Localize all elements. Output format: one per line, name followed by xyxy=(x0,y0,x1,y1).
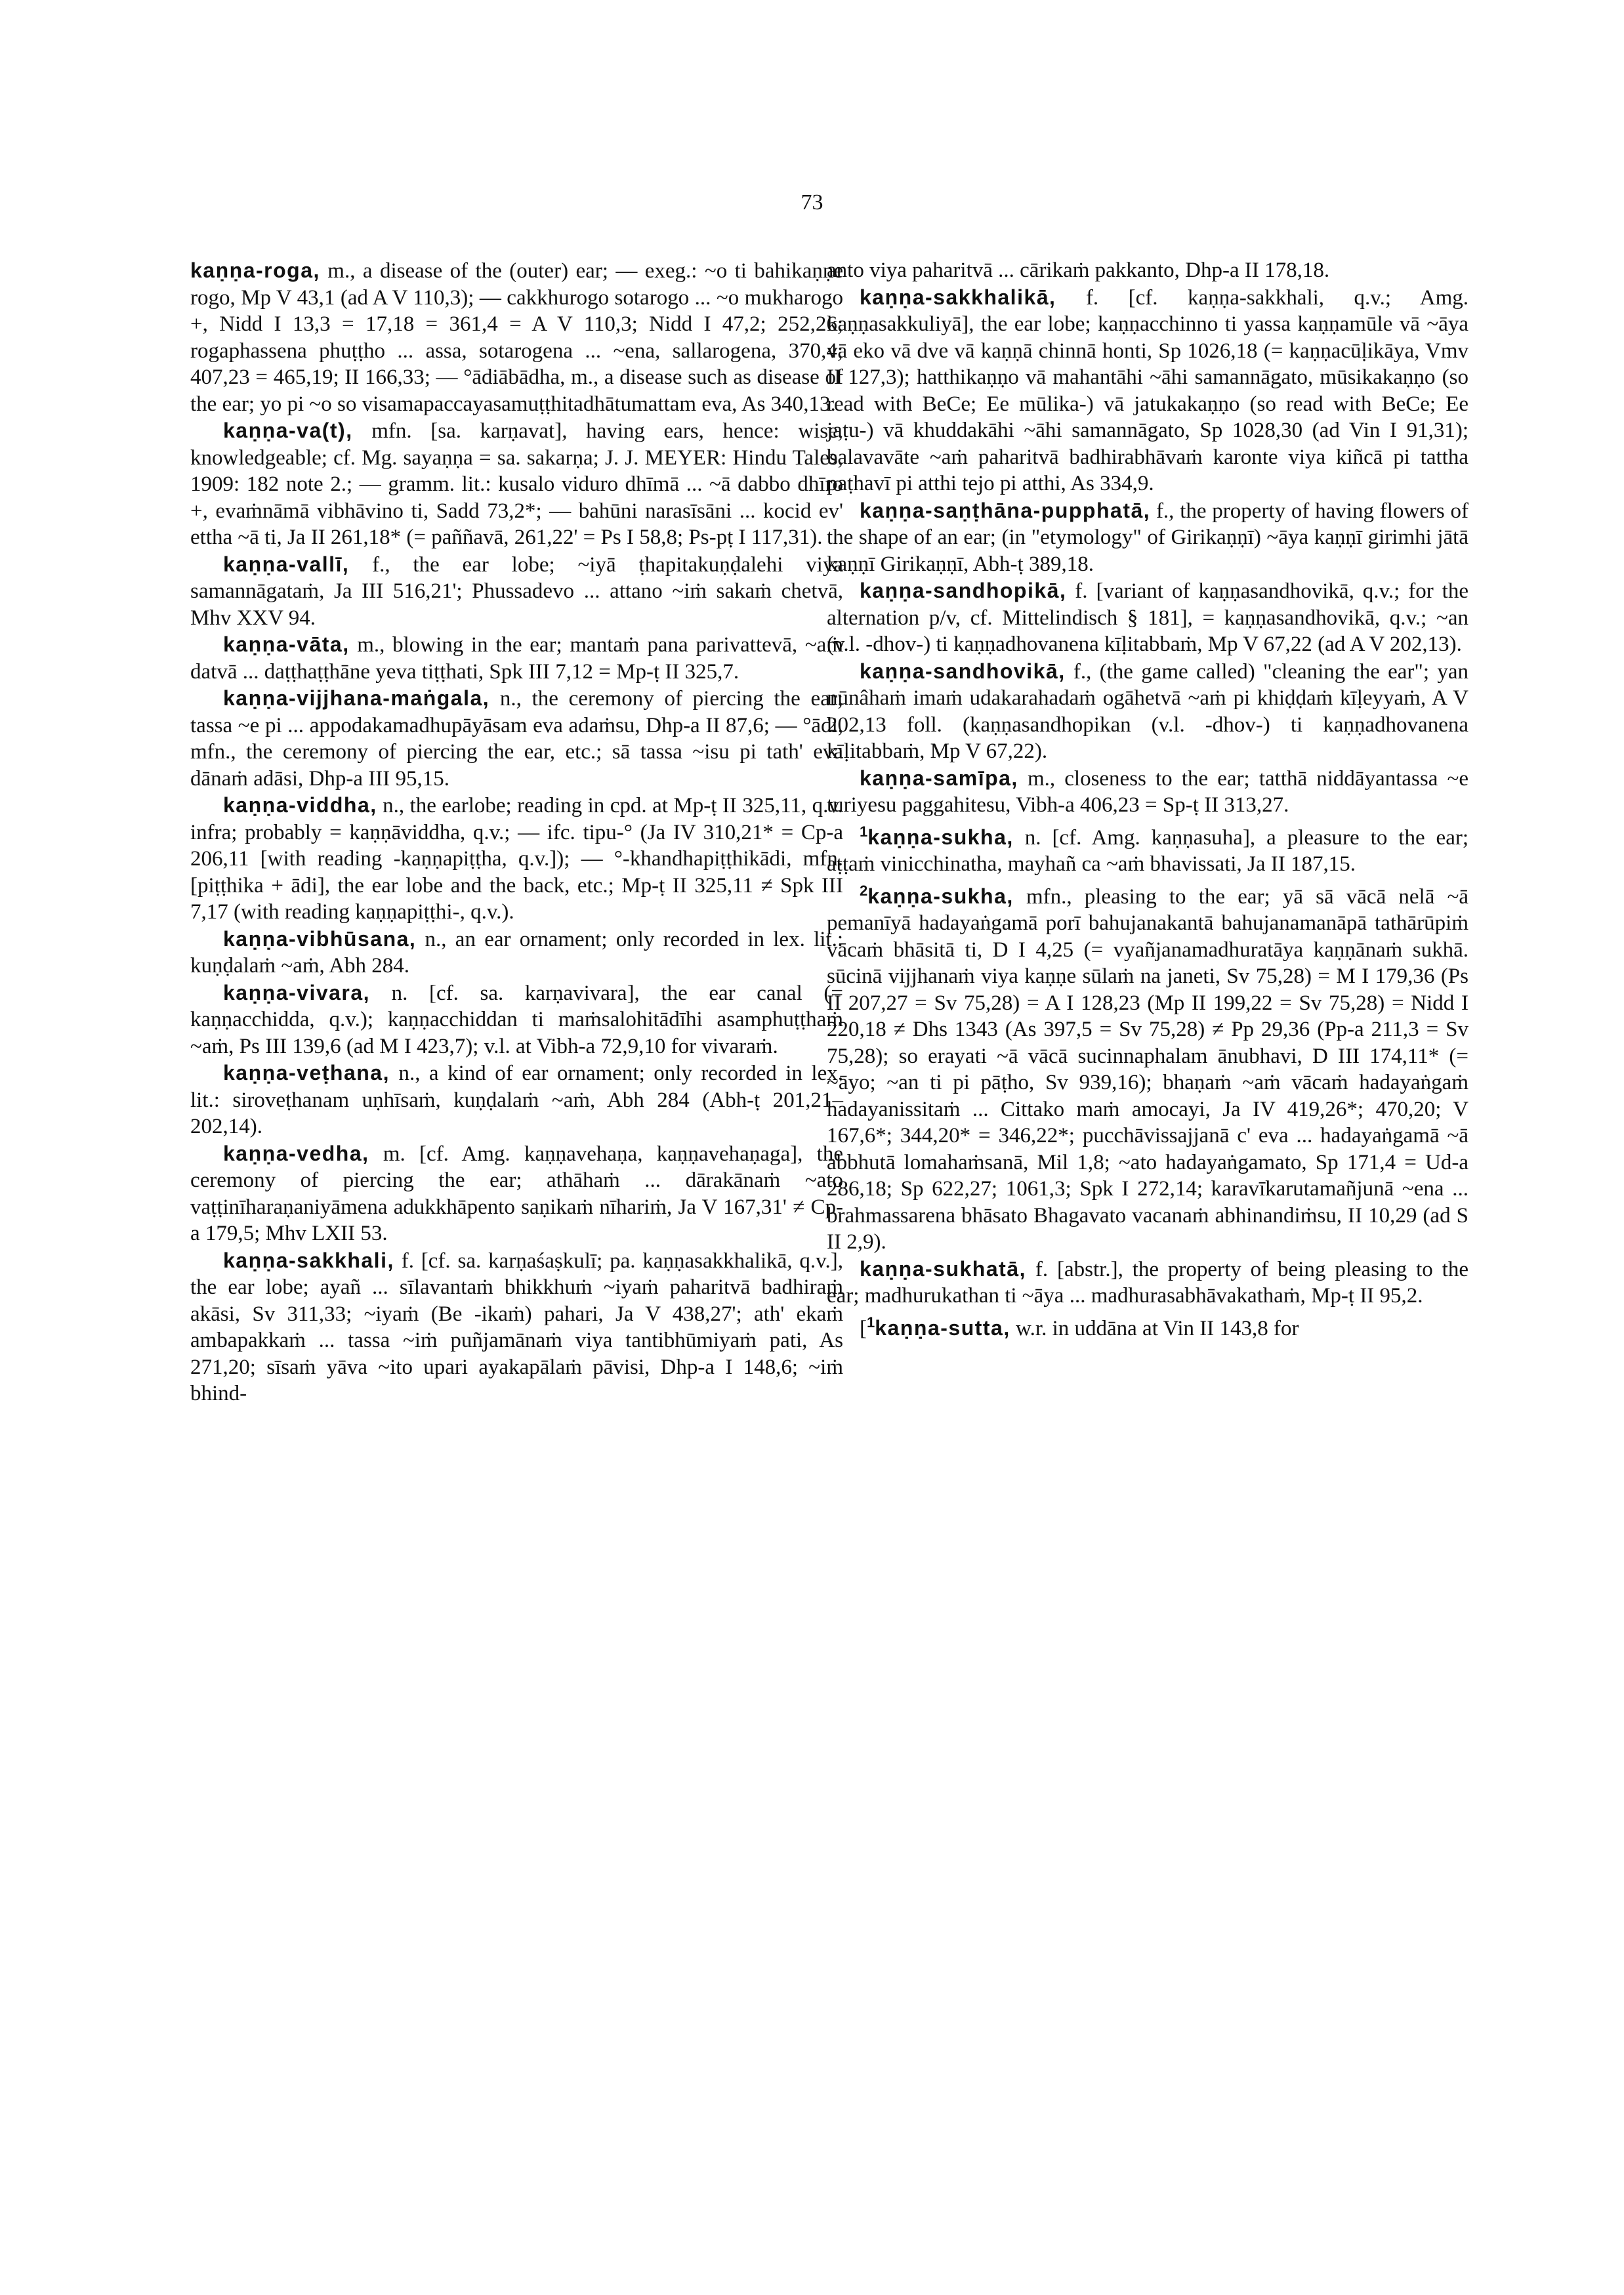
headword: kaṇṇa-va(t), xyxy=(223,419,353,442)
dictionary-entry xyxy=(827,257,1468,284)
entry-definition: anto viya paharitvā ... cārikaṁ pakkanto, Dhp-a II 178,18. xyxy=(827,258,1330,282)
entry-definition: mfn. [sa. karṇavat], having ears, hence: wise, knowledgeable; cf. Mg. sayaṇṇa = sa. sakarṇa; J. J. MEYER: Hindu Tales, 1909: 182 note 2.; — gramm. lit.: kusalo viduro dhīmā ... ~ā dabbo dhīro +, evaṁnāmā vibhāvino ti, Sadd 73,2*; — bahūni narasīsāni ... kocid ev' ettha ~ā ti, Ja II 261,18* (= paññavā, 261,22' = Ps I 58,8; Ps-pṭ I 117,31). xyxy=(190,419,844,549)
headword: kaṇṇa-vedha, xyxy=(223,1141,369,1165)
entry-definition: f. [cf. kaṇṇa-sakkhali, q.v.; Amg. kaṇṇasakkuliyā], the ear lobe; kaṇṇacchinno ti yassa kaṇṇamūle vā ~āya vā eko vā dve vā kaṇṇā chinnā honti, Sp 1026,18 (= kaṇṇacūḷikāya, Vmv II 127,3); hatthikaṇṇo vā mahantāhi ~āhi samannāgato, mūsikakaṇṇo (so read with BeCe; Ee mūlika-) vā jatukakaṇṇo (so read with BeCe; Ee jaṭu-) vā khuddakāhi ~āhi samannāgato, Sp 1028,30 (ad Vin I 91,31); balavavāte ~aṁ paharitvā badhirabhāvaṁ karonte viya kiñcā pi tattha paṭhavī pi atthi tejo pi atthi, As 334,9. xyxy=(827,285,1469,495)
dictionary-entry xyxy=(827,765,1468,819)
dictionary-entry xyxy=(827,819,1468,878)
entry-definition: f. [cf. sa. karṇaśaṣkulī; pa. kaṇṇasakkhalikā, q.v.], the ear lobe; ayañ ... sīlavantaṁ bhikkhuṁ ~iyaṁ paharitvā badhiraṁ akāsi, Sv 311,33; ~iyaṁ (Be -ikaṁ) pahari, Ja V 438,27'; ath' ekaṁ ambapakkaṁ ... tassa ~iṁ puñjamānaṁ viya tantibhūmiyaṁ pati, As 271,20; sīsaṁ yāva ~ito upari ayakapālaṁ pāvisi, Dhp-a I 148,6; ~iṁ bhind- xyxy=(190,1249,843,1405)
dictionary-entry xyxy=(190,1060,843,1140)
dictionary-entry xyxy=(190,257,843,417)
dictionary-entry xyxy=(190,417,843,551)
dictionary-entry xyxy=(827,577,1468,658)
headword: kaṇṇa-samīpa, xyxy=(860,766,1018,790)
entry-bracket: [ xyxy=(860,1316,867,1340)
entry-definition: n., an ear ornament; only recorded in lex. lit.: kuṇḍalaṁ ~aṁ, Abh 284. xyxy=(190,927,843,978)
dictionary-entry xyxy=(190,1247,843,1407)
homonym-number: 1 xyxy=(860,823,868,840)
right-column xyxy=(827,257,1468,1342)
dictionary-entry xyxy=(190,631,843,685)
headword: kaṇṇa-vibhūsana, xyxy=(223,926,417,951)
entry-definition: f. [variant of kaṇṇasandhovikā, q.v.; for the alternation p/v, cf. Mittelindisch § 181], = kaṇṇasandhovikā, q.v.; ~an (v.l. -dhov-) ti kaṇṇadhovanena kīḷitabbaṁ, Mp V 67,22 (ad A V 202,13). xyxy=(827,579,1468,656)
headword: kaṇṇa-roga, xyxy=(190,258,320,282)
page-number: 73 xyxy=(801,190,823,215)
entry-definition: n., the earlobe; reading in cpd. at Mp-ṭ II 325,11, q.v. infra; probably = kaṇṇāviddha, q.v.; — ifc. tipu-° (Ja IV 310,21* = Cp-a 206,11 [with reading -kaṇṇapiṭṭha, q.v.]); — °-khandhapiṭṭhikādi, mfn. [piṭṭhika + ādi], the ear lobe and the back, etc.; Mp-ṭ II 325,11 ≠ Spk III 7,17 (with reading kaṇṇapiṭṭhi-, q.v.). xyxy=(190,794,843,924)
dictionary-entry xyxy=(190,551,843,632)
headword: kaṇṇa-vāta, xyxy=(223,632,350,656)
entry-definition: w.r. in uddāna at Vin II 143,8 for xyxy=(1015,1316,1299,1340)
dictionary-entry xyxy=(827,658,1468,765)
headword: kaṇṇa-vallī, xyxy=(223,552,350,576)
headword: kaṇṇa-sutta, xyxy=(875,1315,1010,1340)
dictionary-entry xyxy=(827,1256,1468,1310)
dictionary-entry xyxy=(827,878,1468,1256)
dictionary-entry xyxy=(190,685,843,792)
entry-definition: n., the ceremony of piercing the ear; tassa ~e pi ... appodakamadhupāyāsam eva adaṁsu, Dhp-a II 87,6; — °ādi, mfn., the ceremony of piercing the ear, etc.; sā tassa ~isu pi tath' eva dānaṁ adāsi, Dhp-a III 95,15. xyxy=(190,687,843,791)
dictionary-entry xyxy=(827,1310,1468,1342)
headword: kaṇṇa-viddha, xyxy=(223,793,377,817)
headword: kaṇṇa-veṭhana, xyxy=(223,1061,390,1085)
entry-definition: f. [abstr.], the property of being pleasing to the ear; madhurukathan ti ~āya ... madhurasabhāvakathaṁ, Mp-ṭ II 95,2. xyxy=(827,1257,1468,1308)
homonym-number: 2 xyxy=(860,882,868,899)
entry-definition: m., closeness to the ear; tatthā niddāyantassa ~e turiyesu paggahitesu, Vibh-a 406,23 = Sp-ṭ II 313,27. xyxy=(827,766,1469,817)
entry-definition: mfn., pleasing to the ear; yā sā vācā nelā ~ā pemanīyā hadayaṅgamā porī bahujanakantā bahujanamanāpā tathārūpiṁ vācaṁ bhāsitā ti, D I 4,25 (= vyañjanamadhuratāya kaṇṇānaṁ sukhā. sūcinā vijjhanaṁ viya kaṇṇe sūlaṁ na janeti, Sv 75,28) = M I 179,36 (Ps II 207,27 = Sv 75,28) = A I 128,23 (Mp II 199,22 = Sv 75,28) = Nidd I 220,18 ≠ Dhs 1343 (As 397,5 = Sv 75,28) ≠ Pp 29,36 (Pp-a 211,3 = Sv 75,28); so erayati ~ā vācā sucinnaphalam ānubhavi, D III 174,11* (= ~āyo; ~an ti pi pāṭho, Sv 939,16); bhaṇaṁ ~aṁ vācaṁ hadayaṅgaṁ hadayanissitaṁ ... Cittako maṁ amocayi, Ja IV 419,26*; 470,20; V 167,6*; 344,20* = 346,22*; pucchāvissajjanā c' eva ... hadayaṅgamā ~ā abbhutā lomahaṁsanā, Mil 1,8; ~ato hadayaṅgamato, Sp 171,4 = Ud-a 286,18; Sp 622,27; 1061,3; Spk I 272,14; karavīkarutamañjunā ~ena ... brahmassarena bhāsato Bhagavato vacanaṁ abhinandiṁsu, II 10,29 (ad S II 2,9). xyxy=(827,884,1469,1254)
headword: kaṇṇa-sukha, xyxy=(867,825,1014,849)
dictionary-entry xyxy=(190,980,843,1060)
entry-definition: n. [cf. sa. karṇavivara], the ear canal (= kaṇṇacchidda, q.v.); kaṇṇacchiddan ti maṁsalohitādīhi asamphuṭṭhaṁ ~aṁ, Ps III 139,6 (ad M I 423,7); v.l. at Vibh-a 72,9,10 for vivaraṁ. xyxy=(190,981,844,1058)
dictionary-entry xyxy=(190,1140,843,1247)
homonym-number: 1 xyxy=(867,1313,875,1331)
headword: kaṇṇa-sukhatā, xyxy=(860,1256,1026,1281)
dictionary-entry xyxy=(190,792,843,926)
entry-definition: n. [cf. Amg. kaṇṇasuha], a pleasure to the ear; aṭṭaṁ vinicchinatha, mayhañ ca ~aṁ bhavissati, Ja II 187,15. xyxy=(827,825,1469,876)
headword: kaṇṇa-vijjhana-maṅgala, xyxy=(223,686,490,710)
entry-definition: n., a kind of ear ornament; only recorded in lex. lit.: siroveṭhanam uṇhīsaṁ, kuṇḍalaṁ ~aṁ, Abh 284 (Abh-ṭ 201,21–202,14). xyxy=(190,1062,843,1138)
entry-definition: f., (the game called) "cleaning the ear"; yan nūnâhaṁ imaṁ udakarahadaṁ ogāhetvā ~aṁ pi khiḍḍaṁ kīḷeyyaṁ, A V 202,13 foll. (kaṇṇasandhopikan (v.l. -dhov-) ti kaṇṇadhovanena kīḷitabbaṁ, Mp V 67,22). xyxy=(827,659,1468,763)
headword: kaṇṇa-sandhopikā, xyxy=(860,579,1067,602)
entry-definition: m., blowing in the ear; mantaṁ pana parivattevā, ~aṁ datvā ... daṭṭhaṭṭhāne yeva tiṭṭhati, Spk III 7,12 = Mp-ṭ II 325,7. xyxy=(190,633,843,684)
left-column xyxy=(190,257,843,1407)
dictionary-entry xyxy=(827,284,1468,497)
entry-definition: f., the ear lobe; ~iyā ṭhapitakuṇḍalehi viya samannāgataṁ, Ja III 516,21'; Phussadevo ... attano ~iṁ sakaṁ chetvā, Mhv XXV 94. xyxy=(190,552,843,630)
headword: kaṇṇa-vivara, xyxy=(223,980,371,1004)
headword: kaṇṇa-sakkhalikā, xyxy=(860,285,1056,309)
headword: kaṇṇa-sandhovikā, xyxy=(860,659,1066,683)
headword: kaṇṇa-sakkhali, xyxy=(223,1248,394,1272)
dictionary-entry xyxy=(190,926,843,980)
entry-definition: f., the property of having flowers of the shape of an ear; (in "etymology" of Girikaṇṇī) ~āya kaṇṇī girimhi jātā kaṇṇī Girikaṇṇī, Abh-ṭ 389,18. xyxy=(827,499,1468,576)
headword: kaṇṇa-sukha, xyxy=(867,884,1014,908)
dictionary-entry xyxy=(827,497,1468,578)
entry-definition: m., a disease of the (outer) ear; — exeg.: ~o ti bahikaṇṇe rogo, Mp V 43,1 (ad A V 110,3); — cakkhurogo sotarogo ... ~o mukharogo +, Nidd I 13,3 = 17,18 = 361,4 = A V 110,3; Nidd I 47,2; 252,26; rogaphassena phuṭṭho ... assa, sotarogena ... ~ena, sallarogena, 370,4; 407,23 = 465,19; II 166,33; — °ādiābādha, m., a disease such as disease of the ear; yo pi ~o so visamapaccayasamuṭṭhitadhātumattam eva, As 340,13. xyxy=(190,259,843,416)
entry-definition: m. [cf. Amg. kaṇṇavehaṇa, kaṇṇavehaṇaga], the ceremony of piercing the ear; athāhaṁ ... dārakānaṁ ~ato vaṭṭinīharaṇaniyāmena adukkhāpento saṇikaṁ nīhariṁ, Ja V 167,31' ≠ Cp-a 179,5; Mhv LXII 53. xyxy=(190,1142,843,1245)
headword: kaṇṇa-saṇṭhāna-pupphatā, xyxy=(860,498,1151,522)
